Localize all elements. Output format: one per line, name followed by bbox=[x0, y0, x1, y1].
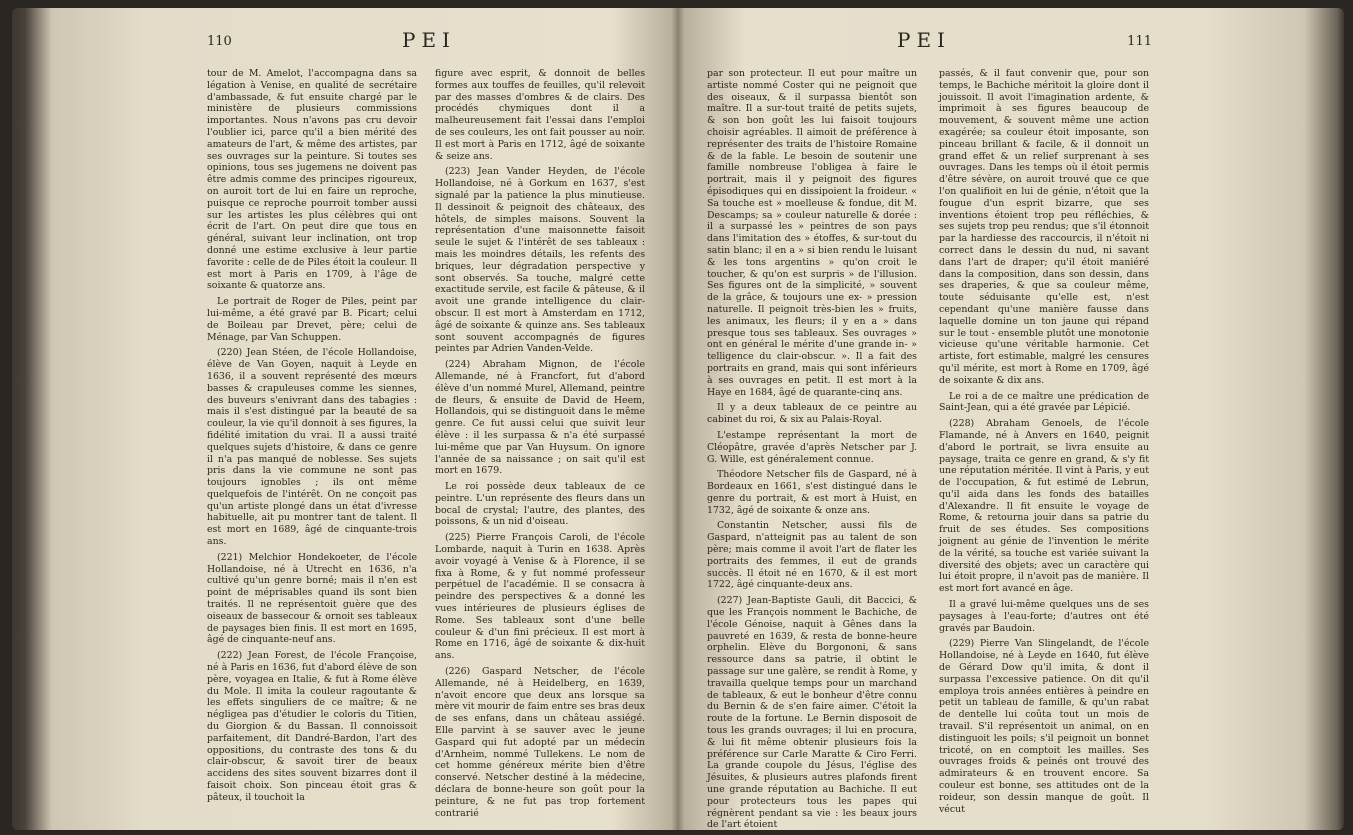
right-column bbox=[939, 68, 1149, 815]
running-title: PEI bbox=[402, 28, 456, 52]
paragraph: (227) Jean-Baptiste Gauli, dit Baccici, & que les François nomment le Bachiche, de l'école Génoise, naquit à Gênes dans la pauvreté en 1639, & resta de bonne-heure orphelin. Elève du Borgononi, & sans ressource dans sa patrie, il obtint le passage sur une galère, se rendit à Rome, y travailla quelque temps pour un marchand de tableaux, & eut le bonheur d'être connu du Bernin & de s'en faire aimer. C'étoit la route de la fortune. Le Bernin disposoit de tous les grands ouvrages; il lui en procura, & lui fit même obtenir plusieurs fois la préférence sur Carle Maratte & Ciro Ferri. La grande coupole du Jésus, l'église des Jésuites, & plusieurs autres plafonds firent une grande réputation au Bachiche. Il eut pour protecteurs tous les papes qui régnèrent pendant sa vie : les beaux jours de l'art étoient bbox=[707, 595, 917, 831]
paragraph: Le roi possède deux tableaux de ce peintre. L'un représente des fleurs dans un bocal de crystal; l'autre, des plantes, des poissons, & un nid d'oiseau. bbox=[435, 481, 645, 528]
paragraph: Théodore Netscher fils de Gaspard, né à Bordeaux en 1661, s'est distingué dans le genre du portrait, & est mort à Huist, en 1732, âgé de soixante & onze ans. bbox=[707, 469, 917, 516]
paragraph: tour de M. Amelot, l'accompagna dans sa légation à Venise, en qualité de secrétaire d'ambassade, & fut ensuite chargé par le ministère de plusieurs commissions importantes. Nous n'avons pas cru devoir l'oublier ici, parce qu'il a bien mérité des amateurs de l'art, & même des artistes, par ses ouvrages sur la peinture. Si toutes ses opinions, tous ses jugemens ne doivent pas être admis comme des principes rigoureux, on auroit tort de lui en faire un reproche, puisque ce reproche pourroit tomber aussi sur les artistes les plus célèbres qui ont écrit de l'art. On peut dire que tous en général, suivant leur inclination, ont trop donné une estime exclusive à leur partie favorite : celle de de Piles étoit la couleur. Il est mort à Paris en 1709, à l'âge de soixante & quatorze ans. bbox=[207, 68, 417, 292]
paragraph: (223) Jean Vander Heyden, de l'école Hollandoise, né à Gorkum en 1637, s'est signalé par la patience la plus minutieuse. Il dessinoit & peignoit des châteaux, des hôtels, de simples maisons. Souvent la représentation d'une maisonnette faisoit seule le sujet & l'intérêt de ses tableaux : mais les moindres détails, les refents des briques, leur dégradation perspective y sont observés. Sa touche, malgré cette exactitude servile, est facile & pâteuse, & il avoit une grande intelligence du clair-obscur. Il est mort à Amsterdam en 1712, âgé de soixante & quinze ans. Ses tableaux sont souvent accompagnés de figures peintes par Adrien Vanden-Velde. bbox=[435, 166, 645, 355]
paragraph: (225) Pierre François Caroli, de l'école Lombarde, naquit à Turin en 1638. Après avoir voyagé à Venise & à Florence, il se fixa à Rome, & y fut nommé professeur perpétuel de l'académie. Il se consacra à peindre des perspectives & a donné les vues intérieures de plusieurs églises de Rome. Ses tableaux sont d'une belle couleur & d'un fini précieux. Il est mort à Rome en 1716, âgé de soixante & dix-huit ans. bbox=[435, 532, 645, 662]
right-column bbox=[435, 68, 645, 819]
paragraph: Constantin Netscher, aussi fils de Gaspard, n'atteignit pas au talent de son père; mais comme il avoit l'art de flater les portraits des femmes, il eut de grands succès. Il étoit né en 1670, & il est mort 1722, âgé cinquante-deux ans. bbox=[707, 520, 917, 591]
page-number: 111 bbox=[1127, 34, 1152, 49]
right-page-header bbox=[707, 28, 1152, 56]
paragraph: (220) Jean Stéen, de l'école Hollandoise, élève de Van Goyen, naquit à Leyde en 1636, il a souvent représenté des mœurs basses & crapuleuses comme les siennes, des buveurs s'enivrant dans des tabagies : mais il s'est distingué par la beauté de sa couleur, la vie qu'il donnoit à ses figures, la fidélité imitation du vrai. Il a aussi traité quelques sujets d'histoire, & dans ce genre il n'a pas manqué de noblesse. Ses sujets pris dans la vie commune ne sont pas toujours ignobles ; ils ont même quelquefois de l'intérêt. On ne conçoit pas qu'un artiste plongé dans un état d'ivresse habituelle, ait pu montrer tant de talent. Il est mort en 1689, âgé de cinquante-trois ans. bbox=[207, 347, 417, 548]
running-title: PEI bbox=[897, 28, 951, 52]
paragraph: par son protecteur. Il eut pour maître un artiste nommé Coster qui ne peignoit que des oiseaux, & il surpassa bientôt son maître. Il a sur-tout traité de petits sujets, & son bon goût les lui faisoit toujours choisir agréables. Il aimoit de préférence à représenter des traits de l'histoire Romaine & de la fable. Le besoin de soutenir une famille nombreuse l'obligea à faire le portrait, mais il y peignoit des figures épisodiques qui en dissipoient la froideur. « Sa touche est » moelleuse & fondue, dit M. Descamps; sa » couleur naturelle & dorée : il a surpassé les » peintres de son pays dans l'imitation des » étoffes, & sur-tout du satin blanc; il en a » si bien rendu le luisant & les tons argentins » qu'on croit le toucher, & qu'on est surpris » de l'illusion. Ses figures ont de la simplicité, » souvent de la grâce, & toujours une ex- » pression naturelle. Il peignoit très-bien les » fruits, les animaux, les fleurs; il y en a » dans presque tous ses tableaux. Ses ouvrages » ont en général le mérite d'une grande in- » telligence du clair-obscur. ». Il a fait des portraits en grand, mais qui sont inférieurs à ses ouvrages en petit. Il est mort à la Haye en 1684, âgé de quarante-cinq ans. bbox=[707, 68, 917, 398]
left-page bbox=[207, 28, 647, 819]
paragraph: (229) Pierre Van Slingelandt, de l'école Hollandoise, né à Leyde en 1640, fut élève de Gérard Dow qu'il imita, & dont il surpassa l'excessive patience. On dit qu'il employa trois années entières à peindre en petit un tableau de famille, & qu'un rabat de dentelle lui coûta tout un mois de travail. S'il représentoit un animal, on en distinguoit les poils; s'il peignoit un bonnet tricoté, on en comptoit les mailles. Ses ouvrages froids & peinés ont trouvé des admirateurs & en trouvent encore. Sa couleur est bonne, ses attitudes ont de la roideur, son dessin manque de goût. Il vécut bbox=[939, 638, 1149, 815]
page-number: 110 bbox=[207, 34, 232, 49]
paragraph: (228) Abraham Genoels, de l'école Flamande, né à Anvers en 1640, peignit d'abord le portrait, se livra ensuite au paysage, traita ce genre en grand, & s'y fit une réputation méritée. Il vint à Paris, y eut de l'occupation, & fut estimé de Lebrun, qu'il aida dans les fonds des batailles d'Alexandre. Il fit ensuite le voyage de Rome, & retourna jouir dans sa patrie du fruit de ses études. Ses compositions joignent au génie de l'invention le mérite de la vérité, sa touche est variée suivant la diversité des objets; avec un caractère qui lui étoit propre, il n'avoit pas de manière. Il est mort fort avancé en âge. bbox=[939, 418, 1149, 595]
paragraph: (224) Abraham Mignon, de l'école Allemande, né à Francfort, fut d'abord élève d'un nommé Murel, Allemand, peintre de fleurs, & ensuite de David de Heem, Hollandois, qui se distinguoit dans le même genre. Ce fut aussi celui que suivit leur élève : il les surpassa & n'a été surpassé lui-même que par Van Huysum. On ignore l'année de sa naissance ; on sait qu'il est mort en 1679. bbox=[435, 359, 645, 477]
paragraph: (222) Jean Forest, de l'école Françoise, né à Paris en 1636, fut d'abord élève de son père, voyagea en Italie, & fut à Rome élève du Mole. Il imita la couleur ragoutante & les effets singuliers de ce maître; & ne négligea pas d'étudier le coloris du Titien, du Giorgion & du Bassan. Il connoissoit parfaitement, dit Dandré-Bardon, l'art des oppositions, du contraste des tons & du clair-obscur, & savoit tirer de beaux accidens des sites souvent bizarres dont il faisoit choix. Son pinceau étoit gras & pâteux, il touchoit la bbox=[207, 650, 417, 803]
paragraph: (221) Melchior Hondekoeter, de l'école Hollandoise, né à Utrecht en 1636, n'a cultivé qu'un genre borné; mais il n'en est point de méprisables quand ils sont bien traités. Il ne représentoit guère que des oiseaux de bassecour & ornoit ses tableaux de paysages bien finis. Il est mort en 1695, âgé de cinquante-neuf ans. bbox=[207, 551, 417, 646]
paragraph: Le roi a de ce maître une prédication de Saint-Jean, qui a été gravée par Lépicié. bbox=[939, 390, 1149, 414]
paragraph: passés, & il faut convenir que, pour son temps, le Bachiche méritoit la gloire dont il jouissoit. Il avoit l'imagination ardente, & imprimoit à ses figures beaucoup de mouvement, & souvent même une action exagérée; sa couleur étoit imposante, son pinceau brillant & facile, & il donnoit un grand effet & un relief surprenant à ses ouvrages. Dans les temps où il étoit permis d'être sévère, on auroit trouvé que ce que l'on qualifioit en lui de génie, n'étoit que la fougue d'un esprit bizarre, que ses inventions étoient trop peu réfléchies, & ses sujets trop peu rendus; que s'il étonnoit par la hardiesse des raccourcis, il n'étoit ni correct dans le dessin du nud, ni savant dans l'art de draper; qu'il étoit maniéré dans la composition, dans son dessin, dans ses draperies, & que sa couleur même, toute séduisante qu'elle est, n'est cependant qu'une manière fausse dans laquelle domine un ton jaune qui répand sur le tout - ensemble plutôt une monotonie vicieuse qu'une véritable harmonie. Cet artiste, fort estimable, malgré les censures qu'il mérite, est mort à Rome en 1709, âgé de soixante & dix ans. bbox=[939, 68, 1149, 386]
left-page-header bbox=[207, 28, 647, 56]
paragraph: L'estampe représentant la mort de Cléopâtre, gravée d'après Netscher par J. G. Wille, est généralement connue. bbox=[707, 429, 917, 465]
paragraph: Le portrait de Roger de Piles, peint par lui-même, a été gravé par B. Picart; celui de Boileau par Drevet, père; celui de Ménage, par Van Schuppen. bbox=[207, 296, 417, 343]
paragraph: Il y a deux tableaux de ce peintre au cabinet du roi, & six au Palais-Royal. bbox=[707, 402, 917, 426]
paragraph: Il a gravé lui-même quelques uns de ses paysages à l'eau-forte; d'autres ont été gravés par Baudoin. bbox=[939, 599, 1149, 634]
right-page bbox=[707, 28, 1152, 831]
left-column bbox=[207, 68, 417, 808]
left-column bbox=[707, 68, 917, 831]
open-book bbox=[12, 8, 1344, 830]
paragraph: (226) Gaspard Netscher, de l'école Allemande, né à Heidelberg, en 1639, n'avoit encore que deux ans lorsque sa mère vit mourir de faim entre ses bras deux de ses enfans, dans un château assiégé. Elle parvint à se sauver avec le jeune Gaspard qui fut adopté par un médecin d'Arnheim, nommé Tullekens. Le nom de cet homme généreux mérite bien d'être conservé. Netscher destiné à la médecine, déclara de bonne-heure son goût pour la peinture, & ne fut pas trop fortement contrarié bbox=[435, 666, 645, 819]
paragraph: figure avec esprit, & donnoit de belles formes aux touffes de feuilles, qu'il relevoit par des masses d'ombres & de clairs. Des procédés chymiques dont il a malheureusement fait l'essai dans l'emploi de ses couleurs, les ont fait pousser au noir. Il est mort à Paris en 1712, âgé de soixante & seize ans. bbox=[435, 68, 645, 162]
